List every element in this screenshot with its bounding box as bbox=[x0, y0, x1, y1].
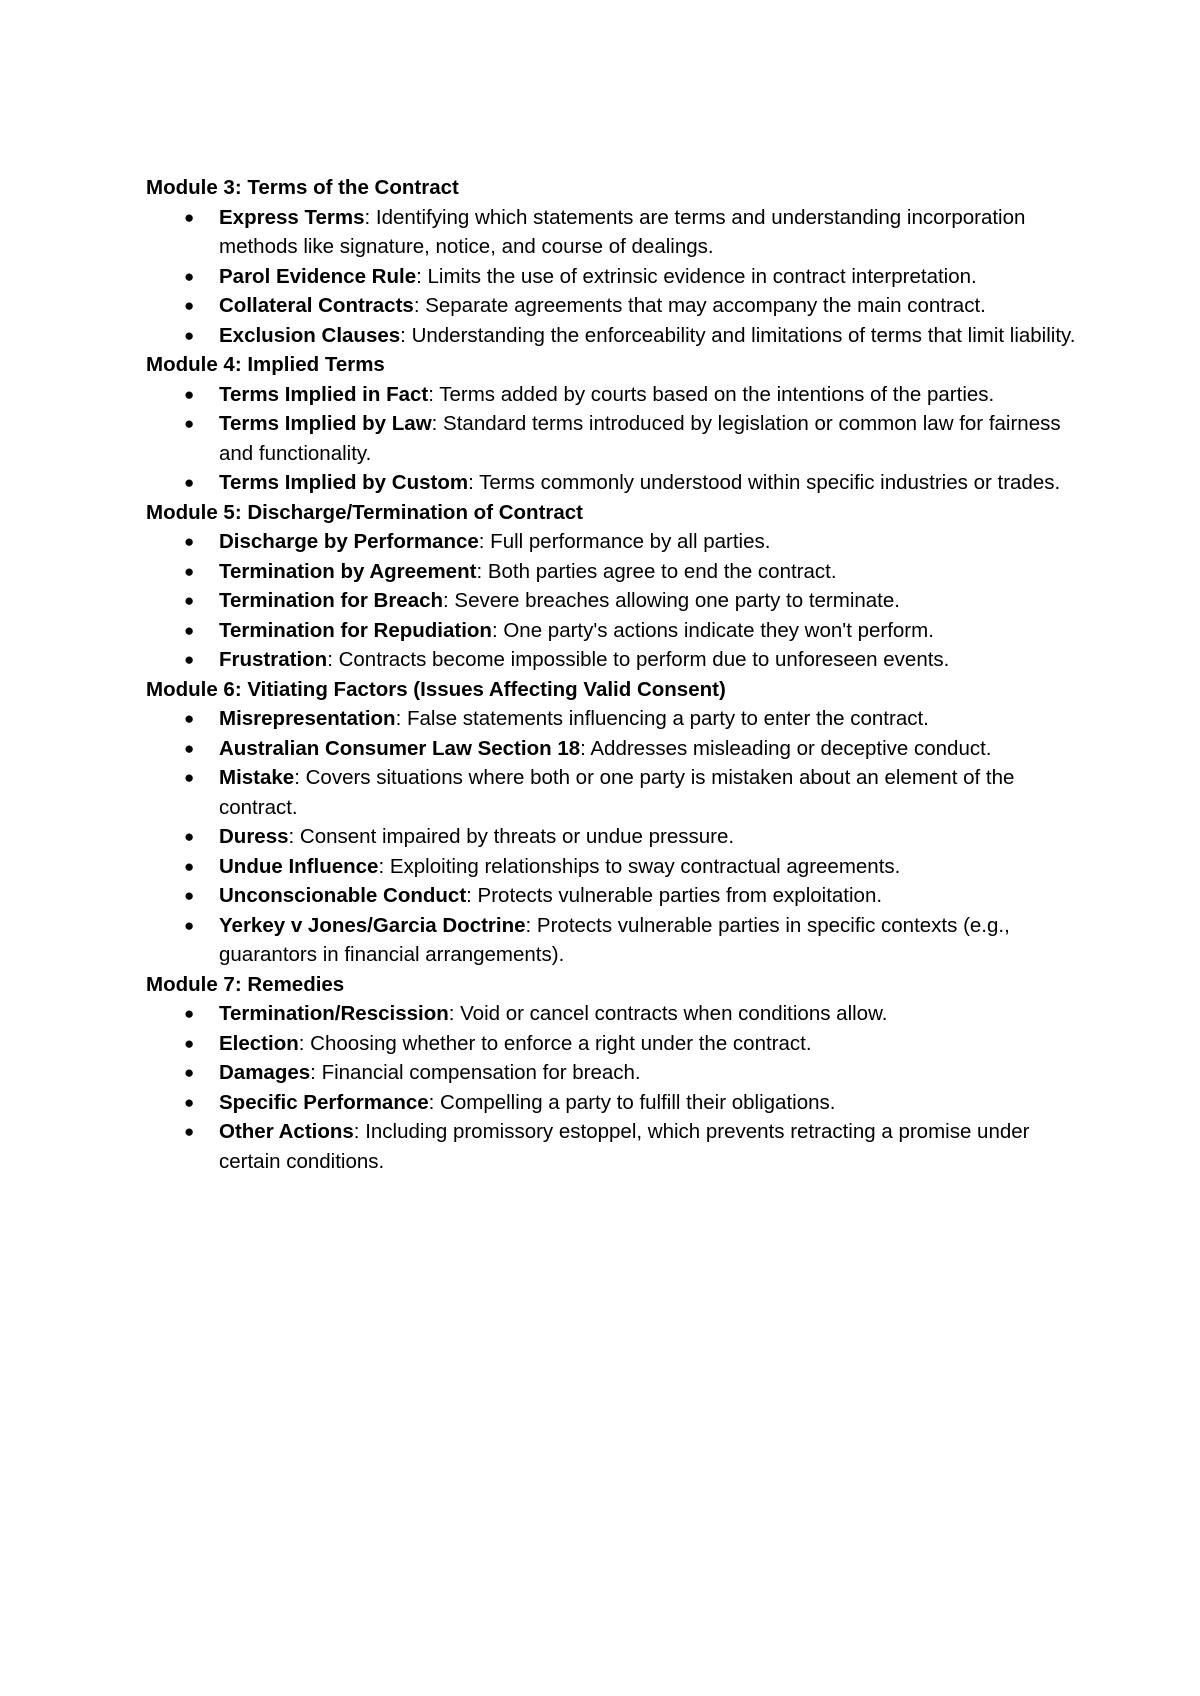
item-term: Express Terms bbox=[219, 205, 365, 229]
bullet-icon: ● bbox=[184, 1063, 195, 1082]
item-description: : Protects vulnerable parties in specific contexts (e.g., guarantors in financial arrangements). bbox=[219, 913, 1010, 966]
bullet-icon: ● bbox=[184, 207, 195, 227]
bullet-icon: ● bbox=[184, 591, 195, 610]
list-item bbox=[146, 262, 1086, 292]
bullet-icon: ● bbox=[184, 296, 195, 315]
list-item bbox=[146, 527, 1086, 557]
list-item bbox=[146, 999, 1086, 1029]
item-term: Damages bbox=[219, 1061, 311, 1084]
item-description: : Limits the use of extrinsic evidence in contract interpretation. bbox=[416, 264, 977, 288]
module-section bbox=[146, 675, 1086, 970]
bullet-icon: ● bbox=[184, 325, 195, 345]
list-item bbox=[146, 852, 1086, 882]
item-description: : Protects vulnerable parties from exploitation. bbox=[466, 884, 883, 907]
item-description: : Financial compensation for breach. bbox=[310, 1061, 641, 1084]
item-description: : Covers situations where both or one party is mistaken about an element of the contract. bbox=[219, 766, 1015, 819]
item-term: Collateral Contracts bbox=[219, 294, 414, 317]
item-term: Discharge by Performance bbox=[219, 530, 479, 553]
item-term: Specific Performance bbox=[219, 1090, 429, 1114]
list-item bbox=[146, 291, 1086, 321]
item-term: Termination by Agreement bbox=[219, 559, 477, 583]
item-term: Unconscionable Conduct bbox=[219, 884, 467, 907]
item-term: Termination for Repudiation bbox=[219, 618, 492, 642]
bullet-icon: ● bbox=[184, 650, 195, 669]
item-description: : Separate agreements that may accompany the main contract. bbox=[413, 294, 986, 317]
item-description: : Understanding the enforceability and limitations of terms that limit liability. bbox=[400, 323, 1076, 347]
item-term: Terms Implied by Law bbox=[219, 412, 432, 435]
bullet-icon: ● bbox=[184, 856, 195, 876]
list-item bbox=[146, 881, 1086, 911]
list-item bbox=[146, 203, 1086, 262]
module-section bbox=[146, 498, 1086, 675]
item-term: Termination for Breach bbox=[219, 589, 444, 612]
item-description: : Severe breaches allowing one party to terminate. bbox=[443, 589, 900, 612]
item-description: : False statements influencing a party to enter the contract. bbox=[395, 707, 929, 730]
item-term: Duress bbox=[219, 825, 289, 848]
list-item bbox=[146, 763, 1086, 822]
list-item bbox=[146, 704, 1086, 734]
item-term: Election bbox=[219, 1031, 299, 1055]
module-section bbox=[146, 350, 1086, 498]
list-item bbox=[146, 409, 1086, 468]
bullet-icon: ● bbox=[184, 561, 195, 581]
list-item bbox=[146, 734, 1086, 764]
module-heading: Module 6: Vitiating Factors (Issues Affecting Valid Consent) bbox=[146, 677, 726, 701]
item-description: : Standard terms introduced by legislation or common law for fairness and functionality. bbox=[219, 412, 1061, 465]
item-description: : Including promissory estoppel, which prevents retracting a promise under certain conditions. bbox=[219, 1120, 1030, 1173]
item-term: Terms Implied in Fact bbox=[219, 382, 429, 406]
list-item bbox=[146, 616, 1086, 646]
item-description: : Terms added by courts based on the intentions of the parties. bbox=[428, 382, 995, 406]
item-description: : Identifying which statements are terms and understanding incorporation methods like signature, notice, and course of dealings. bbox=[219, 205, 1026, 258]
bullet-icon: ● bbox=[184, 414, 195, 433]
item-term: Parol Evidence Rule bbox=[219, 264, 417, 288]
module-item-list bbox=[146, 999, 1086, 1176]
bullet-icon: ● bbox=[184, 1033, 195, 1053]
bullet-icon: ● bbox=[184, 1004, 195, 1023]
bullet-icon: ● bbox=[184, 827, 195, 846]
item-term: Australian Consumer Law Section 18 bbox=[219, 736, 581, 760]
item-description: : Both parties agree to end the contract. bbox=[476, 559, 837, 583]
module-outline bbox=[146, 173, 1086, 1176]
item-description: : Void or cancel contracts when conditions allow. bbox=[448, 1002, 888, 1025]
list-item bbox=[146, 586, 1086, 616]
item-description: : One party's actions indicate they won't perform. bbox=[491, 618, 934, 642]
item-term: Exclusion Clauses bbox=[219, 323, 401, 347]
list-item bbox=[146, 1029, 1086, 1059]
list-item bbox=[146, 1117, 1086, 1176]
item-term: Terms Implied by Custom bbox=[219, 471, 469, 494]
bullet-icon: ● bbox=[184, 738, 195, 758]
item-description: : Contracts become impossible to perform due to unforeseen events. bbox=[327, 648, 950, 671]
item-term: Frustration bbox=[219, 648, 328, 671]
list-item bbox=[146, 321, 1086, 351]
bullet-icon: ● bbox=[184, 915, 195, 935]
item-description: : Exploiting relationships to sway contractual agreements. bbox=[378, 854, 901, 878]
bullet-icon: ● bbox=[184, 473, 195, 492]
item-term: Termination/Rescission bbox=[219, 1002, 449, 1025]
list-item bbox=[146, 911, 1086, 970]
item-term: Misrepresentation bbox=[219, 707, 396, 730]
item-term: Undue Influence bbox=[219, 854, 379, 878]
item-description: : Full performance by all parties. bbox=[478, 530, 771, 553]
list-item bbox=[146, 1088, 1086, 1118]
list-item bbox=[146, 380, 1086, 410]
item-description: : Terms commonly understood within specific industries or trades. bbox=[468, 471, 1061, 494]
bullet-icon: ● bbox=[184, 709, 195, 728]
item-term: Other Actions bbox=[219, 1120, 354, 1143]
item-description: : Addresses misleading or deceptive conduct. bbox=[580, 736, 992, 760]
item-term: Mistake bbox=[219, 766, 295, 789]
list-item bbox=[146, 822, 1086, 852]
bullet-icon: ● bbox=[184, 620, 195, 640]
bullet-icon: ● bbox=[184, 266, 195, 286]
module-heading: Module 5: Discharge/Termination of Contract bbox=[146, 500, 583, 524]
list-item bbox=[146, 1058, 1086, 1088]
module-heading: Module 3: Terms of the Contract bbox=[146, 176, 459, 199]
list-item bbox=[146, 645, 1086, 675]
item-term: Yerkey v Jones/Garcia Doctrine bbox=[219, 913, 526, 937]
item-description: : Compelling a party to fulfill their obligations. bbox=[428, 1090, 836, 1114]
module-heading: Module 4: Implied Terms bbox=[146, 353, 385, 376]
module-section bbox=[146, 173, 1086, 350]
module-item-list bbox=[146, 527, 1086, 675]
bullet-icon: ● bbox=[184, 384, 195, 404]
item-description: : Consent impaired by threats or undue pressure. bbox=[288, 825, 735, 848]
bullet-icon: ● bbox=[184, 532, 195, 551]
list-item bbox=[146, 557, 1086, 587]
item-description: : Choosing whether to enforce a right under the contract. bbox=[298, 1031, 812, 1055]
bullet-icon: ● bbox=[184, 1122, 195, 1141]
list-item bbox=[146, 468, 1086, 498]
module-item-list bbox=[146, 203, 1086, 351]
module-item-list bbox=[146, 704, 1086, 970]
bullet-icon: ● bbox=[184, 886, 195, 905]
module-section bbox=[146, 970, 1086, 1177]
bullet-icon: ● bbox=[184, 1092, 195, 1112]
module-heading: Module 7: Remedies bbox=[146, 972, 345, 996]
bullet-icon: ● bbox=[184, 768, 195, 787]
module-item-list bbox=[146, 380, 1086, 498]
